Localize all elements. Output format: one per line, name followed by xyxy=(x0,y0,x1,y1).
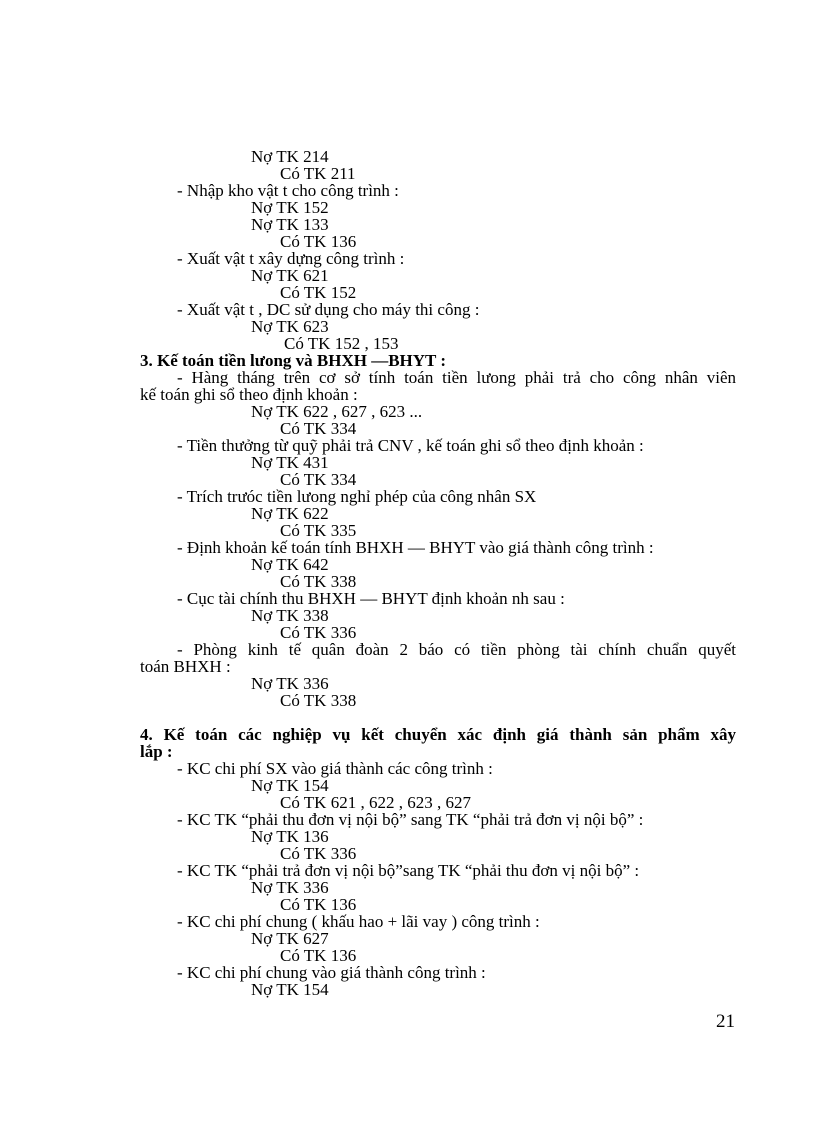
entry-debit: Nợ TK 214 xyxy=(251,147,329,166)
entry-debit: Nợ TK 136 xyxy=(251,827,329,846)
entry-debit: Nợ TK 338 xyxy=(251,606,329,625)
entry-debit: Nợ TK 623 xyxy=(251,317,329,336)
section-heading-4-continuation: lắp : xyxy=(140,742,173,761)
entry-debit: Nợ TK 133 xyxy=(251,215,329,234)
entry-debit: Nợ TK 431 xyxy=(251,453,329,472)
bullet-item: - Tiền thưởng từ quỹ phải trả CNV , kế toán ghi sổ theo định khoản : xyxy=(177,436,644,455)
section-heading-4: 4. Kế toán các nghiệp vụ kết chuyển xác định giá thành sản phẩm xây xyxy=(140,725,736,744)
bullet-item: - Trích trưóc tiền lưong nghỉ phép của công nhân SX xyxy=(177,487,537,506)
bullet-item: - KC chi phí chung vào giá thành công trình : xyxy=(177,963,486,982)
bullet-item: - KC chi phí SX vào giá thành các công trình : xyxy=(177,759,493,778)
spacer xyxy=(140,709,736,726)
entry-credit: Có TK 334 xyxy=(280,470,357,489)
section-heading-3: 3. Kế toán tiền lưong và BHXH —BHYT : xyxy=(140,351,446,370)
entry-debit: Nợ TK 154 xyxy=(251,776,329,795)
entry-credit: Có TK 621 , 622 , 623 , 627 xyxy=(280,793,471,812)
entry-credit: Có TK 336 xyxy=(280,844,357,863)
paragraph-continuation: kế toán ghi sổ theo định khoản : xyxy=(140,385,358,404)
entry-credit: Có TK 338 xyxy=(280,691,357,710)
entry-debit: Nợ TK 622 , 627 , 623 ... xyxy=(251,402,423,421)
bullet-item: - Định khoản kế toán tính BHXH — BHYT vào giá thành công trình : xyxy=(177,538,654,557)
entry-debit: Nợ TK 622 xyxy=(251,504,329,523)
entry-credit: Có TK 152 , 153 xyxy=(284,334,399,353)
bullet-item: - KC chi phí chung ( khấu hao + lãi vay ) công trình : xyxy=(177,912,540,931)
bullet-item: - KC TK “phải trả đơn vị nội bộ”sang TK “phải thu đơn vị nội bộ” : xyxy=(177,861,640,880)
entry-debit: Nợ TK 621 xyxy=(251,266,329,285)
entry-debit: Nợ TK 336 xyxy=(251,674,329,693)
paragraph-continuation: toán BHXH : xyxy=(140,657,231,676)
bullet-item: - Xuất vật t xây dựng công trình : xyxy=(177,249,405,268)
entry-credit: Có TK 152 xyxy=(280,283,357,302)
entry-debit: Nợ TK 154 xyxy=(251,980,329,999)
bullet-item: - Phòng kinh tế quân đoàn 2 báo có tiền phòng tài chính chuẩn quyết xyxy=(177,640,736,659)
page-number: 21 xyxy=(716,1011,735,1032)
entry-debit: Nợ TK 627 xyxy=(251,929,329,948)
entry-credit: Có TK 336 xyxy=(280,623,357,642)
entry-credit: Có TK 334 xyxy=(280,419,357,438)
entry-credit: Có TK 136 xyxy=(280,946,357,965)
entry-debit: Nợ TK 336 xyxy=(251,878,329,897)
entry-credit: Có TK 211 xyxy=(280,164,356,183)
entry-debit: Nợ TK 642 xyxy=(251,555,329,574)
entry-debit: Nợ TK 152 xyxy=(251,198,329,217)
bullet-item: - Hàng tháng trên cơ sở tính toán tiền lưong phải trả cho công nhân viên xyxy=(177,368,736,387)
bullet-item: - Xuất vật t , DC sử dụng cho máy thi công : xyxy=(177,300,480,319)
entry-credit: Có TK 338 xyxy=(280,572,357,591)
entry-credit: Có TK 136 xyxy=(280,232,357,251)
document-body xyxy=(140,148,736,998)
bullet-item: - Nhập kho vật t cho công trình : xyxy=(177,181,399,200)
bullet-item: - KC TK “phải thu đơn vị nội bộ” sang TK “phải trả đơn vị nội bộ” : xyxy=(177,810,644,829)
bullet-item: - Cục tài chính thu BHXH — BHYT định khoản nh sau : xyxy=(177,589,565,608)
entry-credit: Có TK 136 xyxy=(280,895,357,914)
entry-credit: Có TK 335 xyxy=(280,521,357,540)
